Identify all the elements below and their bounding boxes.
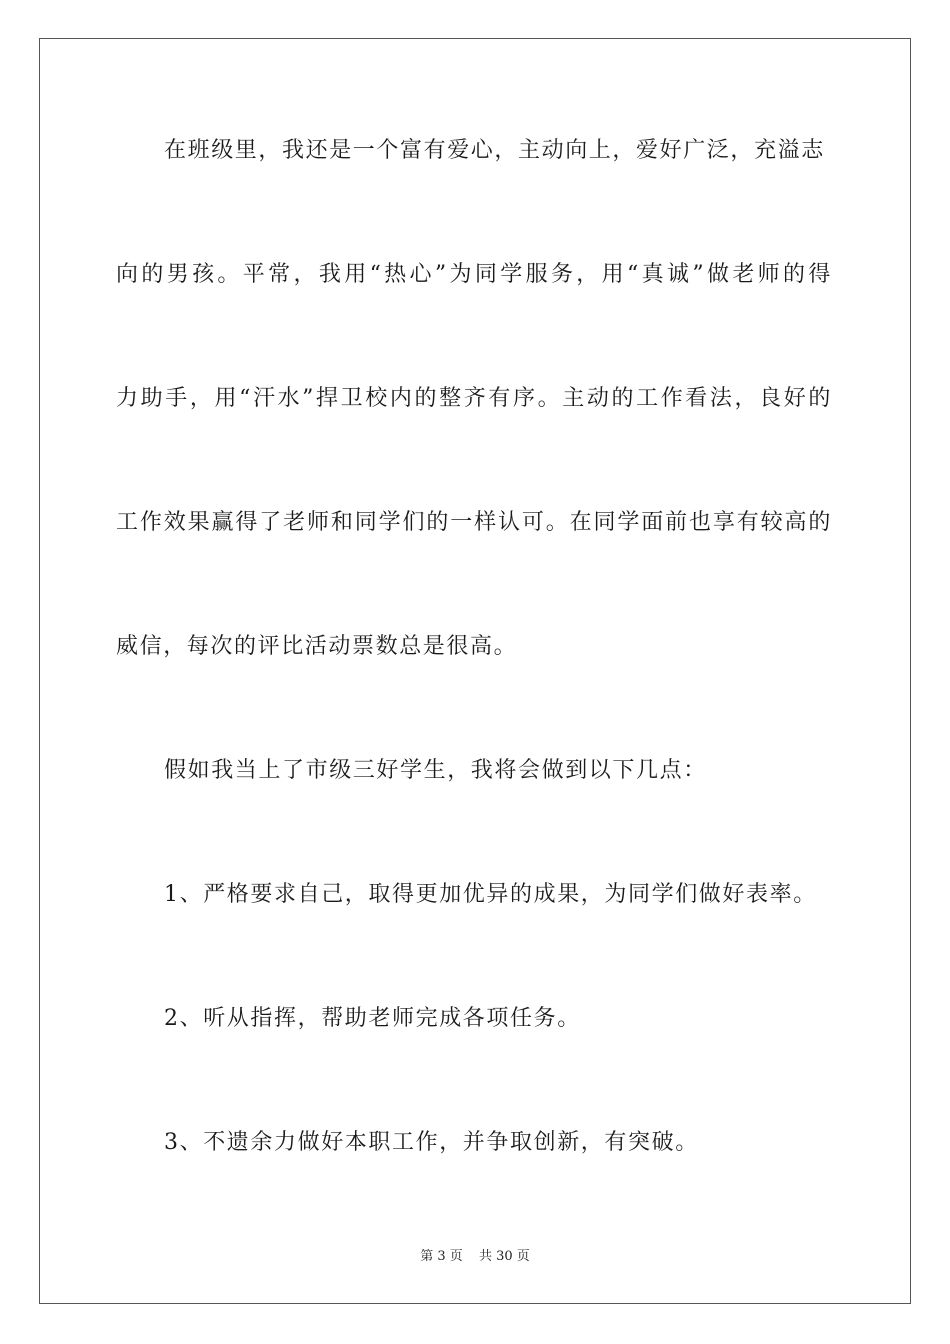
list-item-1: 1、严格要求自己，取得更加优异的成果，为同学们做好表率。 [164, 882, 817, 907]
paragraph-1-line-4: 工作效果赢得了老师和同学们的一样认可。在同学面前也享有较高的 [116, 510, 832, 535]
paragraph-1-line-5: 威信，每次的评比活动票数总是很高。 [116, 634, 518, 659]
list-item-3: 3、不遗余力做好本职工作，并争取创新，有突破。 [164, 1130, 699, 1155]
page-frame [39, 38, 911, 1304]
paragraph-1-line-3: 力助手，用“汗水”捍卫校内的整齐有序。主动的工作看法，良好的 [116, 386, 832, 411]
page-number: 第 3 页 [420, 1249, 463, 1264]
list-item-2: 2、听从指挥，帮助老师完成各项任务。 [164, 1006, 581, 1031]
paragraph-2: 假如我当上了市级三好学生，我将会做到以下几点： [164, 758, 707, 783]
page-footer [0, 1248, 950, 1266]
page-total: 共 30 页 [478, 1249, 530, 1264]
paragraph-1-line-1: 在班级里，我还是一个富有爱心，主动向上，爱好广泛，充溢志 [164, 138, 825, 163]
paragraph-1-line-2: 向的男孩。平常，我用“热心”为同学服务，用“真诚”做老师的得 [116, 262, 832, 287]
